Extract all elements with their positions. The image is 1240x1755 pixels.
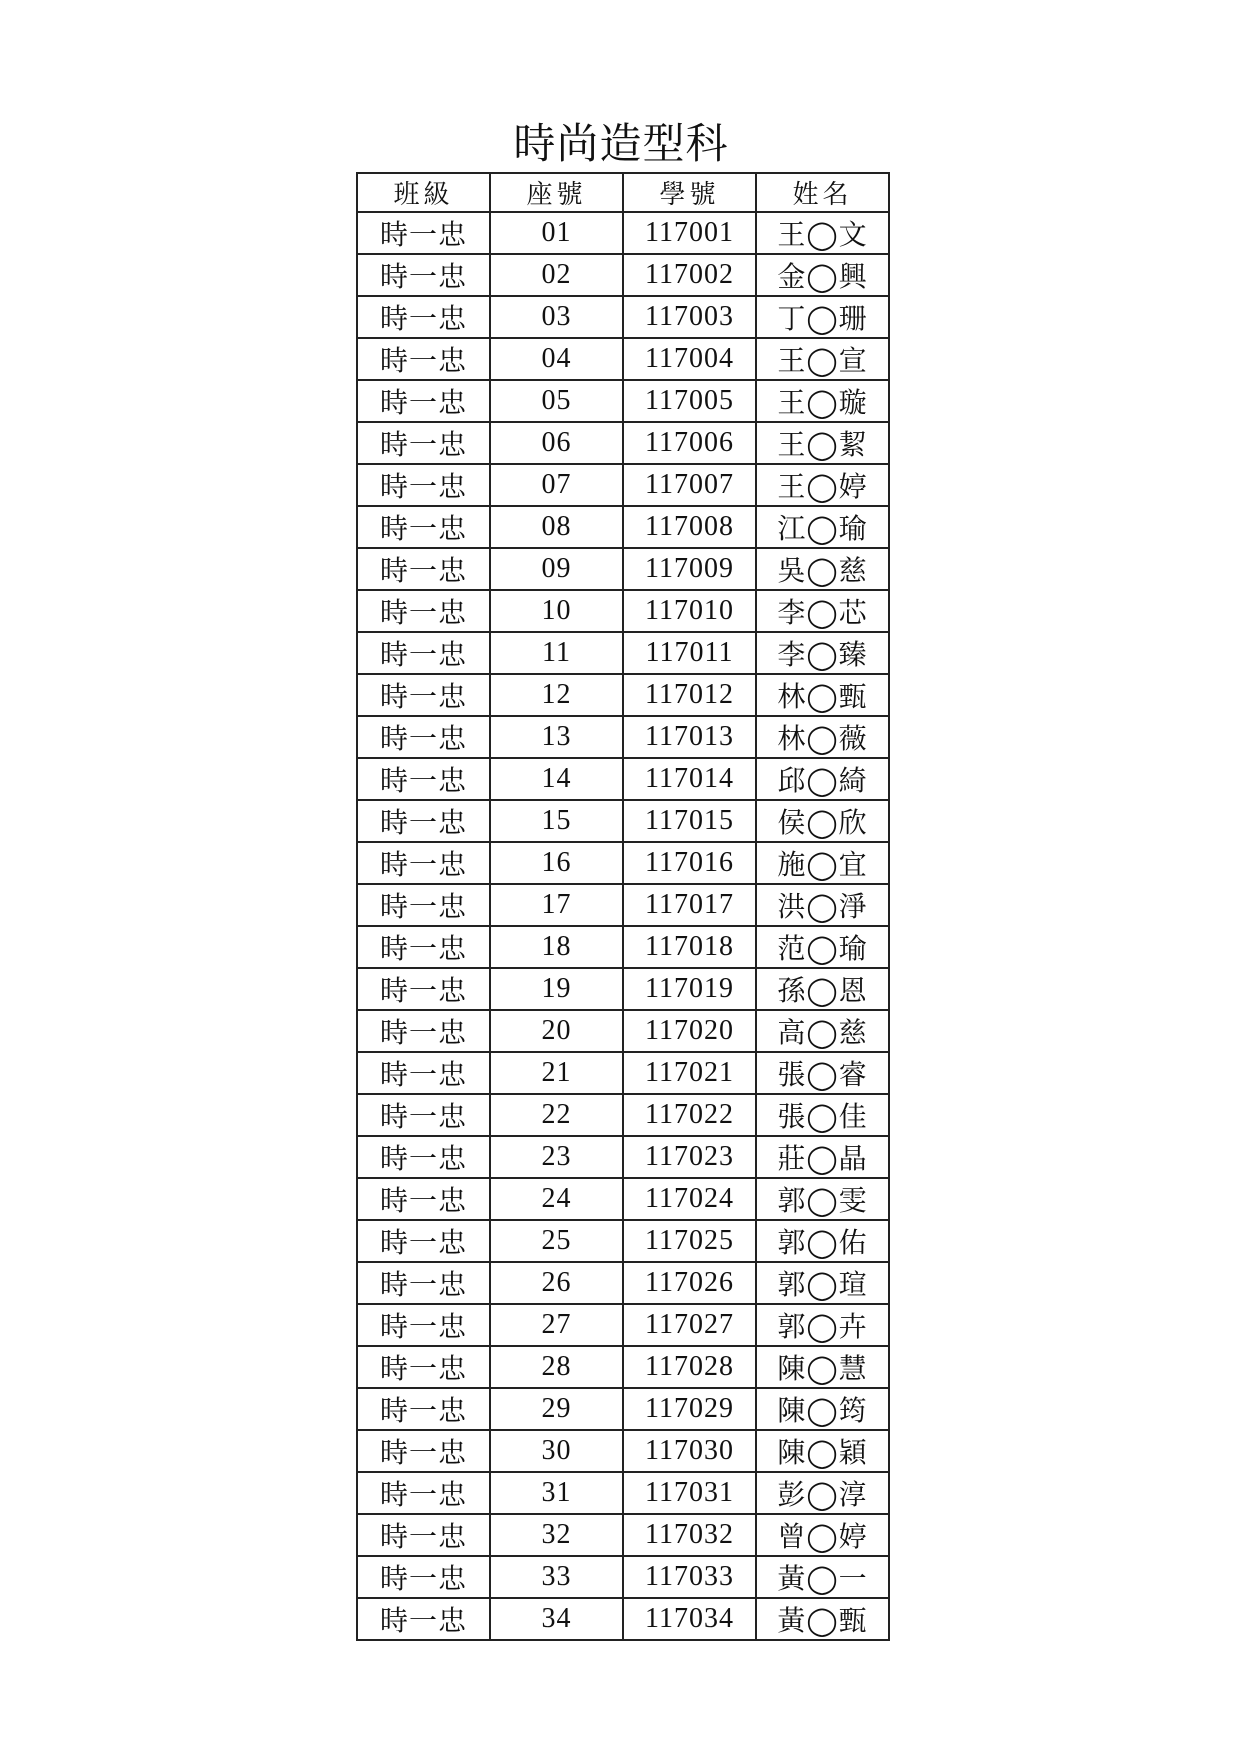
name-cell: 金◯興 xyxy=(756,254,889,296)
student-id-cell: 117027 xyxy=(623,1304,756,1346)
name-cell: 李◯臻 xyxy=(756,632,889,674)
name-cell: 邱◯綺 xyxy=(756,758,889,800)
seat-number-cell: 23 xyxy=(490,1136,623,1178)
table-row xyxy=(357,1262,889,1304)
table-row xyxy=(357,800,889,842)
name-cell: 黃◯甄 xyxy=(756,1598,889,1640)
table-row xyxy=(357,716,889,758)
table-row xyxy=(357,254,889,296)
class-cell: 時一忠 xyxy=(357,254,490,296)
table-row xyxy=(357,632,889,674)
student-id-cell: 117022 xyxy=(623,1094,756,1136)
seat-number-cell: 31 xyxy=(490,1472,623,1514)
name-cell: 黃◯一 xyxy=(756,1556,889,1598)
seat-number-cell: 02 xyxy=(490,254,623,296)
page-title: 時尚造型科 xyxy=(513,119,729,168)
name-cell: 彭◯淳 xyxy=(756,1472,889,1514)
name-cell: 林◯甄 xyxy=(756,674,889,716)
name-cell: 王◯璇 xyxy=(756,380,889,422)
name-cell: 郭◯卉 xyxy=(756,1304,889,1346)
class-cell: 時一忠 xyxy=(357,632,490,674)
seat-number-cell: 06 xyxy=(490,422,623,464)
student-id-cell: 117032 xyxy=(623,1514,756,1556)
student-id-cell: 117006 xyxy=(623,422,756,464)
student-id-cell: 117010 xyxy=(623,590,756,632)
name-cell: 張◯佳 xyxy=(756,1094,889,1136)
class-cell: 時一忠 xyxy=(357,926,490,968)
student-id-cell: 117012 xyxy=(623,674,756,716)
student-id-cell: 117002 xyxy=(623,254,756,296)
seat-number-cell: 28 xyxy=(490,1346,623,1388)
table-row xyxy=(357,1304,889,1346)
table-row xyxy=(357,1388,889,1430)
name-cell: 丁◯珊 xyxy=(756,296,889,338)
table-row xyxy=(357,1094,889,1136)
student-id-cell: 117016 xyxy=(623,842,756,884)
column-header-class: 班級 xyxy=(357,173,490,212)
table-row xyxy=(357,422,889,464)
class-cell: 時一忠 xyxy=(357,1304,490,1346)
student-id-cell: 117003 xyxy=(623,296,756,338)
class-cell: 時一忠 xyxy=(357,1220,490,1262)
student-id-cell: 117013 xyxy=(623,716,756,758)
table-row xyxy=(357,1598,889,1640)
class-cell: 時一忠 xyxy=(357,464,490,506)
table-body xyxy=(357,212,889,1640)
student-id-cell: 117011 xyxy=(623,632,756,674)
table-row xyxy=(357,1052,889,1094)
class-cell: 時一忠 xyxy=(357,590,490,632)
class-cell: 時一忠 xyxy=(357,1262,490,1304)
class-cell: 時一忠 xyxy=(357,1010,490,1052)
table-row xyxy=(357,212,889,254)
table-row xyxy=(357,884,889,926)
seat-number-cell: 27 xyxy=(490,1304,623,1346)
seat-number-cell: 11 xyxy=(490,632,623,674)
name-cell: 郭◯瑄 xyxy=(756,1262,889,1304)
name-cell: 陳◯穎 xyxy=(756,1430,889,1472)
column-header-student-id: 學號 xyxy=(623,173,756,212)
name-cell: 江◯瑜 xyxy=(756,506,889,548)
class-cell: 時一忠 xyxy=(357,1346,490,1388)
table-header-row xyxy=(357,173,889,212)
student-id-cell: 117008 xyxy=(623,506,756,548)
seat-number-cell: 30 xyxy=(490,1430,623,1472)
table-row xyxy=(357,380,889,422)
seat-number-cell: 17 xyxy=(490,884,623,926)
table-row xyxy=(357,758,889,800)
name-cell: 郭◯雯 xyxy=(756,1178,889,1220)
table-row xyxy=(357,1556,889,1598)
table-row xyxy=(357,296,889,338)
seat-number-cell: 22 xyxy=(490,1094,623,1136)
table-row xyxy=(357,464,889,506)
class-cell: 時一忠 xyxy=(357,1514,490,1556)
student-id-cell: 117021 xyxy=(623,1052,756,1094)
table-row xyxy=(357,1136,889,1178)
name-cell: 侯◯欣 xyxy=(756,800,889,842)
seat-number-cell: 03 xyxy=(490,296,623,338)
student-id-cell: 117018 xyxy=(623,926,756,968)
student-id-cell: 117009 xyxy=(623,548,756,590)
class-cell: 時一忠 xyxy=(357,1052,490,1094)
table-row xyxy=(357,506,889,548)
student-id-cell: 117029 xyxy=(623,1388,756,1430)
seat-number-cell: 05 xyxy=(490,380,623,422)
seat-number-cell: 13 xyxy=(490,716,623,758)
seat-number-cell: 09 xyxy=(490,548,623,590)
class-cell: 時一忠 xyxy=(357,338,490,380)
student-id-cell: 117007 xyxy=(623,464,756,506)
name-cell: 曾◯婷 xyxy=(756,1514,889,1556)
student-id-cell: 117015 xyxy=(623,800,756,842)
class-cell: 時一忠 xyxy=(357,296,490,338)
class-cell: 時一忠 xyxy=(357,1136,490,1178)
student-id-cell: 117001 xyxy=(623,212,756,254)
class-cell: 時一忠 xyxy=(357,1178,490,1220)
seat-number-cell: 32 xyxy=(490,1514,623,1556)
seat-number-cell: 21 xyxy=(490,1052,623,1094)
class-cell: 時一忠 xyxy=(357,1556,490,1598)
column-header-seat-number: 座號 xyxy=(490,173,623,212)
table-row xyxy=(357,842,889,884)
seat-number-cell: 24 xyxy=(490,1178,623,1220)
seat-number-cell: 26 xyxy=(490,1262,623,1304)
student-id-cell: 117005 xyxy=(623,380,756,422)
table-row xyxy=(357,548,889,590)
name-cell: 張◯睿 xyxy=(756,1052,889,1094)
table-row xyxy=(357,1472,889,1514)
seat-number-cell: 33 xyxy=(490,1556,623,1598)
name-cell: 莊◯晶 xyxy=(756,1136,889,1178)
class-cell: 時一忠 xyxy=(357,212,490,254)
table-row xyxy=(357,968,889,1010)
seat-number-cell: 12 xyxy=(490,674,623,716)
table-row xyxy=(357,590,889,632)
student-id-cell: 117019 xyxy=(623,968,756,1010)
seat-number-cell: 34 xyxy=(490,1598,623,1640)
name-cell: 王◯絜 xyxy=(756,422,889,464)
student-roster-table xyxy=(356,172,890,1641)
table-row xyxy=(357,674,889,716)
student-id-cell: 117026 xyxy=(623,1262,756,1304)
student-id-cell: 117031 xyxy=(623,1472,756,1514)
class-cell: 時一忠 xyxy=(357,968,490,1010)
seat-number-cell: 29 xyxy=(490,1388,623,1430)
student-id-cell: 117030 xyxy=(623,1430,756,1472)
name-cell: 李◯芯 xyxy=(756,590,889,632)
name-cell: 孫◯恩 xyxy=(756,968,889,1010)
student-id-cell: 117033 xyxy=(623,1556,756,1598)
seat-number-cell: 01 xyxy=(490,212,623,254)
student-id-cell: 117014 xyxy=(623,758,756,800)
student-id-cell: 117017 xyxy=(623,884,756,926)
table-row xyxy=(357,1010,889,1052)
class-cell: 時一忠 xyxy=(357,716,490,758)
name-cell: 郭◯佑 xyxy=(756,1220,889,1262)
name-cell: 施◯宜 xyxy=(756,842,889,884)
seat-number-cell: 10 xyxy=(490,590,623,632)
table-row xyxy=(357,1514,889,1556)
seat-number-cell: 20 xyxy=(490,1010,623,1052)
seat-number-cell: 14 xyxy=(490,758,623,800)
class-cell: 時一忠 xyxy=(357,548,490,590)
seat-number-cell: 16 xyxy=(490,842,623,884)
table-row xyxy=(357,1346,889,1388)
class-cell: 時一忠 xyxy=(357,1472,490,1514)
class-cell: 時一忠 xyxy=(357,758,490,800)
student-id-cell: 117023 xyxy=(623,1136,756,1178)
name-cell: 吳◯慈 xyxy=(756,548,889,590)
seat-number-cell: 15 xyxy=(490,800,623,842)
name-cell: 林◯薇 xyxy=(756,716,889,758)
student-id-cell: 117028 xyxy=(623,1346,756,1388)
name-cell: 范◯瑜 xyxy=(756,926,889,968)
class-cell: 時一忠 xyxy=(357,422,490,464)
seat-number-cell: 25 xyxy=(490,1220,623,1262)
class-cell: 時一忠 xyxy=(357,380,490,422)
class-cell: 時一忠 xyxy=(357,1094,490,1136)
class-cell: 時一忠 xyxy=(357,1388,490,1430)
table-row xyxy=(357,926,889,968)
class-cell: 時一忠 xyxy=(357,884,490,926)
class-cell: 時一忠 xyxy=(357,674,490,716)
seat-number-cell: 07 xyxy=(490,464,623,506)
name-cell: 高◯慈 xyxy=(756,1010,889,1052)
table-row xyxy=(357,1178,889,1220)
name-cell: 陳◯筠 xyxy=(756,1388,889,1430)
class-cell: 時一忠 xyxy=(357,842,490,884)
student-id-cell: 117025 xyxy=(623,1220,756,1262)
seat-number-cell: 19 xyxy=(490,968,623,1010)
table-row xyxy=(357,1220,889,1262)
class-cell: 時一忠 xyxy=(357,800,490,842)
name-cell: 王◯婷 xyxy=(756,464,889,506)
name-cell: 陳◯慧 xyxy=(756,1346,889,1388)
name-cell: 王◯宣 xyxy=(756,338,889,380)
class-cell: 時一忠 xyxy=(357,1430,490,1472)
table-row xyxy=(357,1430,889,1472)
student-id-cell: 117034 xyxy=(623,1598,756,1640)
student-id-cell: 117020 xyxy=(623,1010,756,1052)
name-cell: 洪◯淨 xyxy=(756,884,889,926)
seat-number-cell: 18 xyxy=(490,926,623,968)
student-id-cell: 117024 xyxy=(623,1178,756,1220)
table-row xyxy=(357,338,889,380)
class-cell: 時一忠 xyxy=(357,1598,490,1640)
seat-number-cell: 04 xyxy=(490,338,623,380)
student-id-cell: 117004 xyxy=(623,338,756,380)
name-cell: 王◯文 xyxy=(756,212,889,254)
column-header-name: 姓名 xyxy=(756,173,889,212)
seat-number-cell: 08 xyxy=(490,506,623,548)
class-cell: 時一忠 xyxy=(357,506,490,548)
